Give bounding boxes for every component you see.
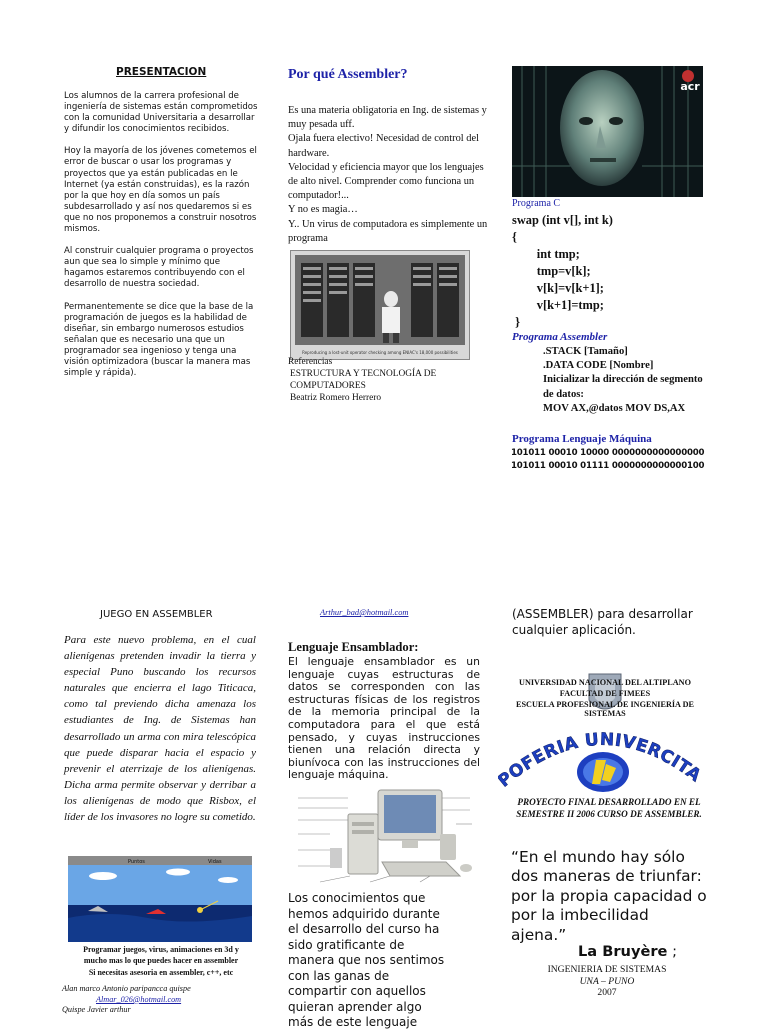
proyecto-final: PROYECTO FINAL DESARROLLADO EN EL SEMESTRE II 2006 CURSO DE ASSEMBLER. bbox=[516, 797, 702, 820]
porque-line: Y.. Un virus de computadora es simplemente un programa bbox=[288, 218, 488, 244]
author-name: Alan marco Antonio paripancca quispe bbox=[62, 984, 191, 993]
school-name: ESCUELA PROFESIONAL DE INGENIERÍA DE SISTEMAS bbox=[516, 700, 694, 718]
expoferia-logo bbox=[498, 724, 708, 796]
code-line: int tmp; bbox=[512, 247, 580, 261]
conocimientos-body: Los conocimientos que hemos adquirido durante el desarrollo del curso ha sido gratificante de manera que nos sentimos con las ganas de compartir con aquellos quieran aprender algo más de este lenguaje bbox=[288, 891, 445, 1029]
assembler-continuation: (ASSEMBLER) para desarrollar cualquier aplicación. bbox=[512, 607, 693, 637]
references-book: ESTRUCTURA Y TECNOLOGÍA DE COMPUTADORES bbox=[290, 369, 437, 391]
juego-title: JUEGO EN ASSEMBLER bbox=[100, 609, 213, 620]
code-line: } bbox=[512, 315, 520, 329]
computer-diagram-drawing bbox=[290, 784, 475, 888]
presentacion-body bbox=[64, 91, 260, 390]
presentacion-paragraph: Los alumnos de la carrera profesional de ingeniería de sistemas están comprometidos con la comunidad Universitaria a desarrollar y difundir los conocimientos recibidos. bbox=[64, 91, 258, 135]
references-label: Referencias bbox=[288, 357, 333, 367]
game-screenshot bbox=[68, 856, 252, 942]
eniac-photo bbox=[290, 250, 470, 360]
game-caption-line: Programar juegos, virus, animaciones en 3d y bbox=[83, 945, 239, 954]
expoferia-logo-drawing bbox=[498, 724, 708, 796]
porque-line: Y no es magia… bbox=[288, 204, 358, 216]
maq-line: 101011 00010 10000 0000000000000000 bbox=[511, 448, 705, 458]
quote-author-suffix: ; bbox=[667, 943, 678, 960]
robot-face-image bbox=[512, 66, 703, 197]
code-line: { bbox=[512, 230, 517, 244]
programa-c-label: Programa C bbox=[512, 198, 561, 209]
game-caption-line: mucho mas lo que puedes hacer en assembler bbox=[83, 956, 239, 966]
programa-maquina-code bbox=[511, 447, 704, 473]
asm-line: .STACK [Tamaño] bbox=[543, 346, 628, 357]
university-name: UNIVERSIDAD NACIONAL DEL ALTIPLANO bbox=[519, 678, 691, 687]
game-hud-score: Puntos bbox=[128, 859, 145, 865]
presentacion-paragraph: Al construir cualquier programa o proyectos aun que sea lo simple y mínimo que hagamos estaremos contribuyendo con el desarrollo de nuestra sociedad. bbox=[64, 246, 254, 290]
porque-line: Velocidad y eficiencia mayor que los lenguajes de alto nivel. Comprender como funciona un computador!... bbox=[288, 161, 484, 202]
code-line: v[k]=v[k+1]; bbox=[512, 281, 604, 295]
code-line: tmp=v[k]; bbox=[512, 264, 591, 278]
robot-face-drawing bbox=[512, 66, 703, 197]
eniac-photo-caption: Reproducing a lost-unit operator checking among ENIAC's 18,000 possibilities bbox=[302, 350, 458, 355]
author-email-link[interactable]: Almar_026@hotmail.com bbox=[96, 994, 182, 1004]
presentacion-title: PRESENTACION bbox=[116, 66, 207, 78]
game-hud-lives: Vidas bbox=[208, 859, 222, 865]
footer-info bbox=[512, 964, 702, 999]
faculty-name: FACULTAD DE FIMEES bbox=[559, 689, 651, 698]
authors bbox=[62, 984, 262, 1016]
porque-title: Por qué Assembler? bbox=[288, 67, 408, 82]
computer-diagram bbox=[290, 784, 475, 888]
presentacion-paragraph: Permanentemente se dice que la base de la programación de juegos es la habilidad de diseñar, sin embargo numerosos estudios señalan que es necesario una que un programador sea ingenioso y tenga una visión optimizadora (buscar la manera mas simple y rápida). bbox=[64, 301, 254, 379]
porque-line: Ojala fuera electivo! Necesidad de control del hardware. bbox=[288, 133, 479, 159]
acr-logo-text: acr bbox=[680, 80, 700, 93]
author-name: Quispe Javier arthur bbox=[62, 1005, 131, 1015]
programa-assembler-label: Programa Assembler bbox=[512, 331, 608, 343]
code-line: swap (int v[], int k) bbox=[512, 213, 613, 227]
university-block bbox=[505, 670, 705, 722]
asm-line: Inicializar la dirección de segmento de datos: bbox=[543, 374, 703, 400]
code-line: v[k+1]=tmp; bbox=[512, 298, 604, 312]
juego-body: Para este nuevo problema, en el cual alienígenas pretenden invadir la tierra y especial Puno buscando los recursos naturales que encierra el lago Titicaca, como tal previendo dicha amenaza los estudiantes de Ing. de Sistemas han desarrollado un arma con mira telescópica que puede disparar hacia el espacio y prevenir el aterrizaje de los alienígenas. Dicha arma permite observar y derribar a los alienígenas de modo que Risbox, el líder de los invasores no logre su cometido. bbox=[64, 634, 256, 824]
quote-author bbox=[578, 943, 677, 960]
lenguaje-ensamblador-body: El lenguaje ensamblador es un lenguaje cuyas estructuras de datos se corresponden con las estructuras físicas de los registros de la memoria principal de la computadora para el que está pensado, y cuyas instrucciones tienen una relación directa y biunívoca con las instrucciones del lenguaje máquina. bbox=[288, 655, 480, 782]
porque-line: Es una materia obligatoria en Ing. de sistemas y muy pesada uff. bbox=[288, 105, 487, 131]
presentacion-paragraph: Hoy la mayoría de los jóvenes cometemos el error de buscar o usar los programas y proyectos que ya están publicadas en le Internet (ya están construidas), es la razón por la que hoy en día somos un país subdesarrollado y así nos quedaremos si es que no nos proponemos a construir nosotros mismos. bbox=[64, 146, 257, 235]
quote-text: “En el mundo hay sólo dos maneras de triunfar: por la propia capacidad o por la imbecilidad ajena.” bbox=[511, 848, 707, 944]
porque-body bbox=[288, 104, 488, 246]
career-name: INGENIERIA DE SISTEMAS bbox=[547, 964, 667, 975]
lenguaje-ensamblador-title: Lenguaje Ensamblador: bbox=[288, 640, 419, 654]
maq-line: 101011 00010 01111 0000000000000100 bbox=[511, 461, 705, 471]
quote-author-name: La Bruyère bbox=[578, 943, 668, 960]
game-caption-line: Si necesitas asesoria en assembler, c++, etc bbox=[88, 967, 234, 977]
asm-line: MOV AX,@datos MOV DS,AX bbox=[543, 402, 686, 414]
asm-line: .DATA CODE [Nombre] bbox=[543, 360, 654, 372]
author-email-link[interactable]: Arthur_bad@hotmail.com bbox=[320, 608, 409, 617]
programa-c-code bbox=[512, 212, 613, 331]
game-caption bbox=[66, 944, 256, 978]
programa-assembler-code bbox=[543, 345, 713, 416]
references bbox=[288, 356, 488, 404]
eniac-photo-drawing bbox=[291, 251, 469, 359]
programa-maquina-label: Programa Lenguaje Máquina bbox=[512, 433, 652, 445]
references-author: Beatriz Romero Herrero bbox=[290, 393, 382, 403]
game-screenshot-drawing bbox=[68, 856, 252, 942]
city-name: UNA – PUNO bbox=[579, 975, 635, 987]
year: 2007 bbox=[597, 987, 617, 999]
expoferia-text: OFERIA UNIVERCITA bbox=[505, 729, 705, 787]
